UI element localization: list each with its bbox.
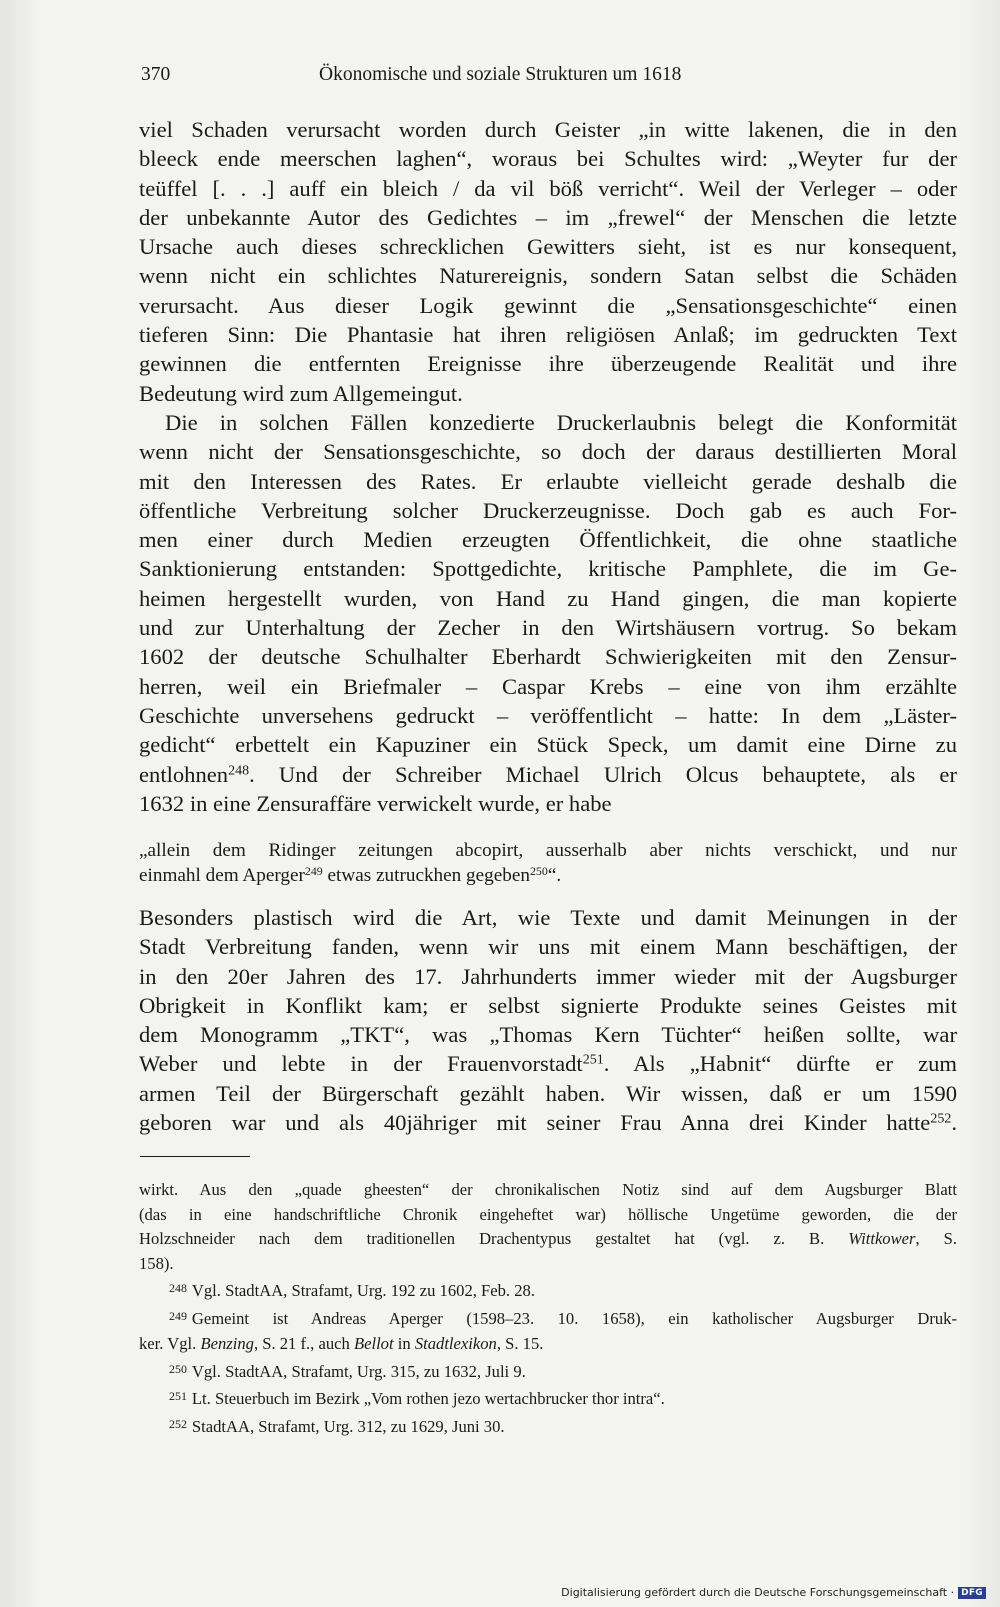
author-name: Wittkower xyxy=(848,1229,916,1249)
author-name: Benzing xyxy=(200,1333,254,1353)
footnote-text: Gemeint ist Andreas Aperger (1598–23. 10. 1658), ein katholischer Augsburger Druk- xyxy=(191,1309,957,1329)
page-number: 370 xyxy=(141,64,171,85)
block-quote xyxy=(139,838,957,888)
footnote-ref-249[interactable]: 249 xyxy=(304,863,323,878)
text-line: und zur Unterhaltung der Zecher in den Wirtshäusern vortrug. So bekam xyxy=(139,615,957,641)
text-line: Geschichte unversehens gedruckt – veröffentlicht – hatte: In dem „Läster- xyxy=(139,702,957,728)
text-line: gedicht“ erbettelt ein Kapuziner ein Stück Speck, um damit eine Dirne zu xyxy=(139,732,957,758)
text-fragment: “. xyxy=(547,865,562,886)
text-line: Ursache auch dieses schrecklichen Gewitters sieht, ist es nur konsequent, xyxy=(139,234,957,260)
text-fragment: ker. Vgl. xyxy=(139,1333,201,1353)
footnote-252 xyxy=(139,1412,957,1440)
footnote-248 xyxy=(139,1276,957,1304)
footnote-line: 158). xyxy=(139,1253,174,1273)
page-header xyxy=(141,64,960,94)
text-line xyxy=(139,1108,957,1137)
text-line: armen Teil der Bürgerschaft gezählt haben. Wir wissen, daß er um 1590 xyxy=(139,1080,957,1106)
footnote-250 xyxy=(139,1357,957,1385)
text-fragment: Holzschneider nach dem traditionellen Drachentypus gestaltet hat (vgl. z. B. xyxy=(139,1229,849,1249)
paragraph-1 xyxy=(139,115,957,408)
text-fragment: . Und der Schreiber Michael Ulrich Olcus behauptete, als er xyxy=(249,761,957,787)
footnote-text: Vgl. StadtAA, Strafamt, Urg. 192 zu 1602, Feb. 28. xyxy=(191,1281,535,1301)
footnote-line xyxy=(139,1332,957,1357)
text-line: wenn nicht ein schlichtes Naturereignis, sondern Satan selbst die Schäden xyxy=(139,263,957,289)
text-line: teüffel [. . .] auff ein bleich / da vil böß verricht“. Weil der Verleger – oder xyxy=(139,175,957,201)
footnote-number: 251 xyxy=(169,1389,187,1404)
text-line: öffentliche Verbreitung solcher Druckerzeugnisse. Doch gab es auch For- xyxy=(139,497,957,523)
text-line: tieferen Sinn: Die Phantasie hat ihren religiösen Anlaß; im gedruckten Text xyxy=(139,322,957,348)
footnote-number: 248 xyxy=(169,1281,187,1296)
text-line: viel Schaden verursacht worden durch Geister „in witte lakenen, die in den xyxy=(139,117,957,142)
footnote-text: Vgl. StadtAA, Strafamt, Urg. 315, zu 1632, Juli 9. xyxy=(191,1361,526,1381)
footnote-ref-252[interactable]: 252 xyxy=(930,1111,952,1127)
text-fragment: , S. 21 f., auch xyxy=(253,1333,354,1353)
text-line: herren, weil ein Briefmaler – Caspar Krebs – eine von ihm erzählte xyxy=(139,673,957,699)
text-line: bleeck ende meerschen laghen“, woraus bei Schultes wird: „Weyter fur der xyxy=(139,146,957,172)
text-line: mit den Interessen des Rates. Er erlaubte vielleicht gerade deshalb die xyxy=(139,468,957,494)
digitization-footer xyxy=(561,1586,986,1599)
footnote-number: 250 xyxy=(169,1361,187,1376)
quote-line xyxy=(139,863,957,888)
footnote-line xyxy=(139,1227,957,1252)
footnote-number: 252 xyxy=(169,1417,187,1432)
footnote-text: StadtAA, Strafamt, Urg. 312, zu 1629, Juni 30. xyxy=(191,1417,505,1437)
text-fragment: , S. xyxy=(915,1229,957,1249)
author-name: Bellot xyxy=(353,1333,394,1353)
text-line: der unbekannte Autor des Gedichtes – im „frewel“ der Menschen die letzte xyxy=(139,204,957,230)
footnote-line: (das in eine handschriftliche Chronik eingeheftet war) höllische Ungetüme geworden, die der xyxy=(139,1204,957,1224)
text-fragment: . xyxy=(951,1110,957,1136)
text-fragment: einmahl dem Aperger xyxy=(139,865,305,886)
text-line: gewinnen die entfernten Ereignisse ihre überzeugende Realität und ihre xyxy=(139,351,957,377)
footnote-text: Lt. Steuerbuch im Bezirk „Vom rothen jezo wertachbrucker thor intra“. xyxy=(191,1389,665,1409)
text-line: Obrigkeit in Konflikt kam; er selbst signierte Produkte seines Geistes mit xyxy=(139,992,957,1018)
text-line xyxy=(139,1049,957,1078)
quote-line: „allein dem Ridinger zeitungen abcopirt, ausserhalb aber nichts verschickt, und nur xyxy=(139,840,957,861)
text-line xyxy=(139,760,957,789)
footnote-249 xyxy=(139,1304,957,1332)
text-fragment: Weber und lebte in der Frauenvorstadt xyxy=(139,1051,583,1077)
footnote-ref-248[interactable]: 248 xyxy=(228,763,250,779)
text-line: 1632 in eine Zensuraffäre verwickelt wurde, er habe xyxy=(139,790,612,816)
text-fragment: geboren war und als 40jähriger mit seiner Frau Anna drei Kinder hatte xyxy=(139,1110,931,1136)
work-title: Stadtlexikon xyxy=(414,1333,497,1353)
text-line: heimen hergestellt wurden, von Hand zu Hand gingen, die man kopierte xyxy=(139,585,957,611)
text-fragment: in xyxy=(393,1333,415,1353)
footnote-divider xyxy=(140,1156,250,1157)
text-line: in den 20er Jahren des 17. Jahrhunderts immer wieder mit der Augsburger xyxy=(139,963,957,989)
text-fragment: , S. 15. xyxy=(496,1333,544,1353)
footnote-number: 249 xyxy=(169,1309,187,1324)
footnote-251 xyxy=(139,1384,957,1412)
footnote-line: wirkt. Aus den „quade gheesten“ der chronikalischen Notiz sind auf dem Augsburger Blatt xyxy=(139,1180,957,1199)
footer-text: Digitalisierung gefördert durch die Deutsche Forschungsgemeinschaft · xyxy=(561,1586,955,1599)
text-line: dem Monogramm „TKT“, was „Thomas Kern Tüchter“ heißen sollte, war xyxy=(139,1022,957,1048)
paragraph-3 xyxy=(139,903,957,1137)
dfg-logo: DFG xyxy=(958,1587,986,1599)
text-line: Sanktionierung entstanden: Spottgedichte, kritische Pamphlete, die im Ge- xyxy=(139,556,957,582)
text-line: Stadt Verbreitung fanden, wenn wir uns mit einem Mann beschäftigen, der xyxy=(139,934,957,960)
text-fragment: etwas zutruckhen gegeben xyxy=(322,865,530,886)
text-line: Die in solchen Fällen konzedierte Druckerlaubnis belegt die Konformität xyxy=(165,410,957,435)
paragraph-2 xyxy=(139,408,957,818)
footnotes xyxy=(139,1178,957,1440)
text-fragment: . Als „Habnit“ dürfte er zum xyxy=(603,1051,957,1077)
text-line: Bedeutung wird zum Allgemeingut. xyxy=(139,380,463,406)
text-line: men einer durch Medien erzeugten Öffentlichkeit, die ohne staatliche xyxy=(139,527,957,553)
text-line: verursacht. Aus dieser Logik gewinnt die „Sensationsgeschichte“ einen xyxy=(139,292,957,318)
running-head: Ökonomische und soziale Strukturen um 1618 xyxy=(319,64,682,85)
text-fragment: entlohnen xyxy=(139,761,229,787)
text-line: 1602 der deutsche Schulhalter Eberhardt Schwierigkeiten mit den Zensur- xyxy=(139,644,957,670)
footnote-ref-251[interactable]: 251 xyxy=(582,1053,604,1069)
text-line: Besonders plastisch wird die Art, wie Texte und damit Meinungen in der xyxy=(139,905,957,930)
text-line: wenn nicht der Sensationsgeschichte, so doch der daraus destillierten Moral xyxy=(139,439,957,465)
footnote-ref-250[interactable]: 250 xyxy=(529,863,548,878)
